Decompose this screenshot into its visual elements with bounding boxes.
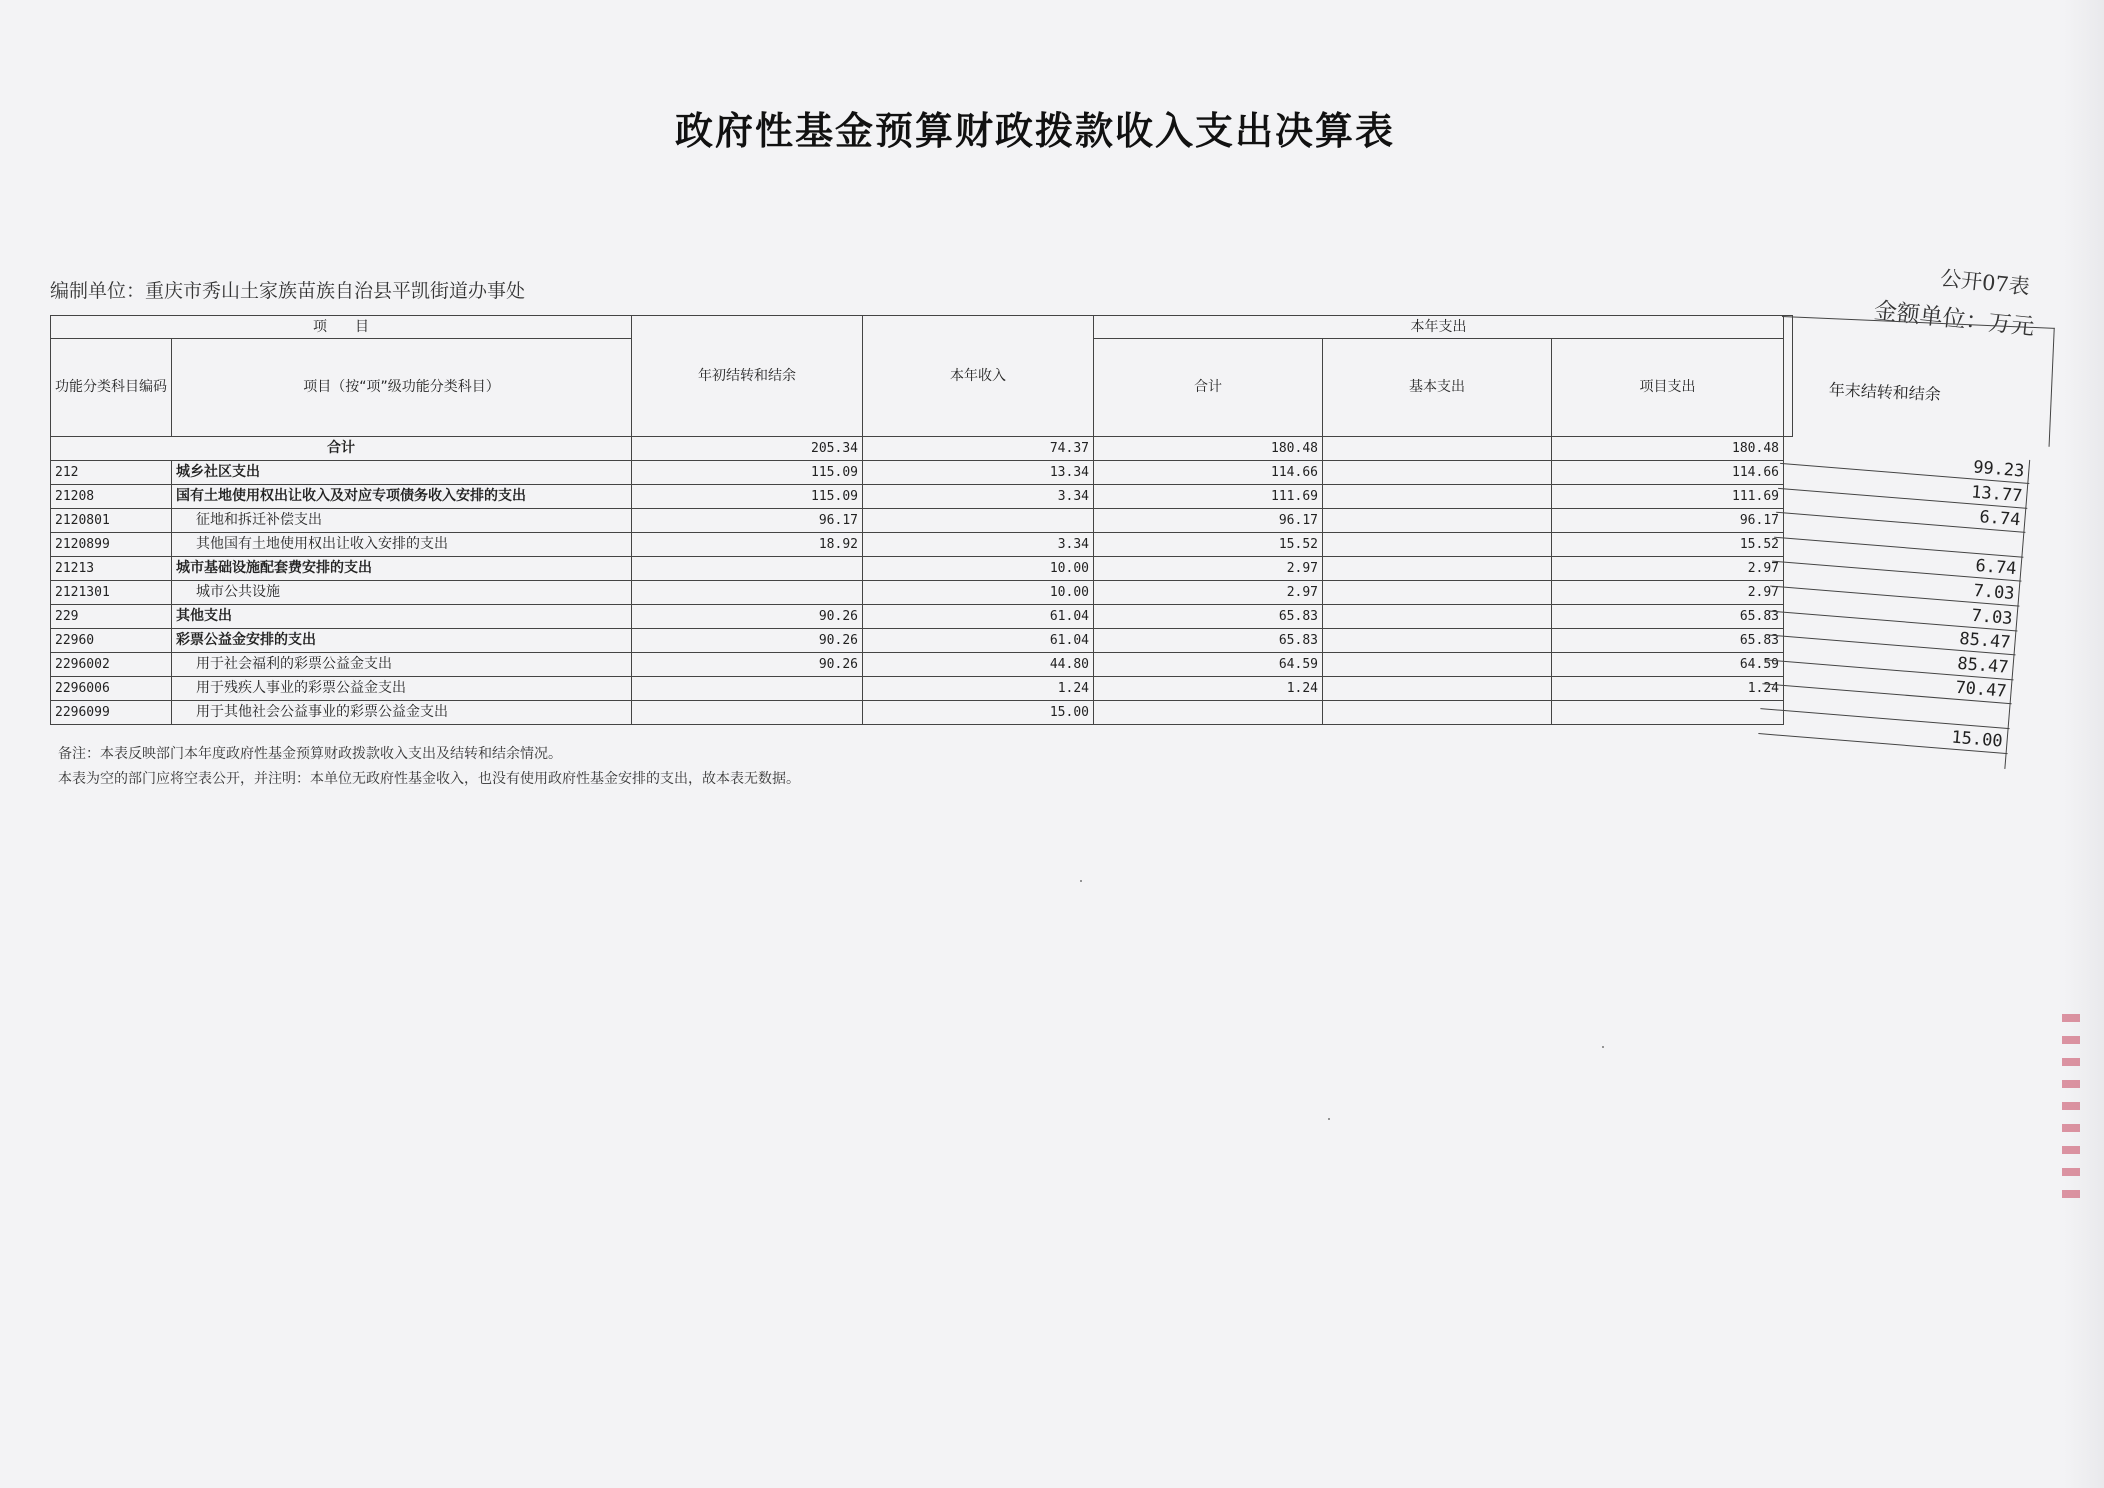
table-row: [51, 533, 1793, 557]
row-project-expense: 64.59: [1552, 653, 1784, 677]
row-name: 其他支出: [172, 605, 632, 629]
row-basic-expense: [1323, 605, 1552, 629]
row-expense-total: 2.97: [1094, 557, 1323, 581]
row-income: 61.04: [863, 629, 1094, 653]
row-begin-balance: [632, 581, 863, 605]
row-begin-balance: 90.26: [632, 605, 863, 629]
row-name: 用于残疾人事业的彩票公益金支出: [172, 677, 632, 701]
note-line: 备注：本表反映部门本年度政府性基金预算财政拨款收入支出及结转和结余情况。: [58, 746, 562, 762]
row-code: 21208: [51, 485, 172, 509]
end-balance-cell: 7.03: [1770, 563, 2021, 607]
row-project-expense: 111.69: [1552, 485, 1784, 509]
row-income: 13.34: [863, 461, 1094, 485]
scan-speck: [1080, 880, 1082, 882]
end-balance-column: [1756, 440, 2031, 779]
row-expense-total: 1.24: [1094, 677, 1323, 701]
name-header: 项目（按“项”级功能分类科目）: [172, 339, 632, 437]
row-project-expense: 96.17: [1552, 509, 1784, 533]
table-row: [51, 581, 1793, 605]
row-basic-expense: [1323, 485, 1552, 509]
basic-expense-header: 基本支出: [1323, 339, 1552, 437]
red-stamp-edge: [2062, 1000, 2080, 1210]
end-balance-cell: 85.47: [1764, 636, 2015, 680]
row-expense-total: [1094, 701, 1323, 725]
row-income: [863, 509, 1094, 533]
row-name: 城市基础设施配套费安排的支出: [172, 557, 632, 581]
total-row: [51, 437, 1793, 461]
row-code: 229: [51, 605, 172, 629]
row-begin-balance: 115.09: [632, 461, 863, 485]
expense-total-header: 合计: [1094, 339, 1323, 437]
row-project-expense: 114.66: [1552, 461, 1784, 485]
row-basic-expense: [1323, 581, 1552, 605]
row-begin-balance: 90.26: [632, 653, 863, 677]
row-income: 3.34: [863, 485, 1094, 509]
row-expense-total: 114.66: [1094, 461, 1323, 485]
row-expense-total: 111.69: [1094, 485, 1323, 509]
end-balance-cell: 6.74: [1776, 489, 2027, 533]
row-basic-expense: [1323, 629, 1552, 653]
compiling-unit: 编制单位：重庆市秀山土家族苗族自治县平凯街道办事处: [50, 280, 526, 302]
end-balance-cell: 7.03: [1768, 587, 2019, 631]
row-begin-balance: 18.92: [632, 533, 863, 557]
table-row: [51, 701, 1793, 725]
row-expense-total: 65.83: [1094, 605, 1323, 629]
project-expense-header: 项目支出: [1552, 339, 1784, 437]
end-balance-header-cell: [1777, 316, 2055, 447]
end-balance-cell: 6.74: [1772, 538, 2023, 582]
table-row: [51, 629, 1793, 653]
row-begin-balance: [632, 557, 863, 581]
row-name: 国有土地使用权出让收入及对应专项债务收入安排的支出: [172, 485, 632, 509]
amount-unit: 金额单位：万元: [1872, 297, 2036, 341]
row-code: 212: [51, 461, 172, 485]
row-begin-balance: [632, 677, 863, 701]
end-balance-header: 年末结转和结余: [1828, 380, 1942, 404]
end-balance-cell: 70.47: [1762, 661, 2013, 705]
scan-speck: [1328, 1118, 1330, 1120]
income-header: 本年收入: [863, 316, 1094, 437]
form-number: 公开07表: [1939, 265, 2031, 300]
row-project-expense: 65.83: [1552, 605, 1784, 629]
end-balance-cell: 99.23: [1780, 440, 2031, 484]
row-name: 其他国有土地使用权出让收入安排的支出: [172, 533, 632, 557]
row-name: 城市公共设施: [172, 581, 632, 605]
begin-balance-header: 年初结转和结余: [632, 316, 863, 437]
row-expense-total: 64.59: [1094, 653, 1323, 677]
row-expense-total: 96.17: [1094, 509, 1323, 533]
code-header: 功能分类科目编码: [51, 339, 172, 437]
total-begin: 205.34: [632, 437, 863, 461]
end-balance-cell: 13.77: [1778, 465, 2029, 509]
row-project-expense: 15.52: [1552, 533, 1784, 557]
item-header: 项 目: [51, 316, 632, 339]
row-name: 城乡社区支出: [172, 461, 632, 485]
row-basic-expense: [1323, 557, 1552, 581]
row-income: 3.34: [863, 533, 1094, 557]
total-expense: 180.48: [1094, 437, 1323, 461]
table-row: [51, 677, 1793, 701]
row-income: 61.04: [863, 605, 1094, 629]
table-row: [51, 605, 1793, 629]
row-code: 21213: [51, 557, 172, 581]
row-basic-expense: [1323, 653, 1552, 677]
row-project-expense: 1.24: [1552, 677, 1784, 701]
row-income: 44.80: [863, 653, 1094, 677]
row-name: 用于其他社会公益事业的彩票公益金支出: [172, 701, 632, 725]
total-project: 180.48: [1552, 437, 1784, 461]
row-expense-total: 65.83: [1094, 629, 1323, 653]
row-income: 10.00: [863, 557, 1094, 581]
row-project-expense: 65.83: [1552, 629, 1784, 653]
row-code: 2296006: [51, 677, 172, 701]
budget-table: [50, 315, 1793, 725]
row-expense-total: 15.52: [1094, 533, 1323, 557]
row-code: 2120801: [51, 509, 172, 533]
table-row: [51, 557, 1793, 581]
total-income: 74.37: [863, 437, 1094, 461]
row-code: 2296002: [51, 653, 172, 677]
row-code: 2121301: [51, 581, 172, 605]
row-basic-expense: [1323, 701, 1552, 725]
row-code: 2120899: [51, 533, 172, 557]
end-balance-cell: 15.00: [1758, 710, 2009, 754]
table-row: [51, 509, 1793, 533]
note-line: 本表为空的部门应将空表公开，并注明：本单位无政府性基金收入，也没有使用政府性基金安排的支出，故本表无数据。: [58, 771, 800, 787]
table-row: [51, 461, 1793, 485]
row-expense-total: 2.97: [1094, 581, 1323, 605]
row-basic-expense: [1323, 509, 1552, 533]
row-begin-balance: 115.09: [632, 485, 863, 509]
row-basic-expense: [1323, 461, 1552, 485]
row-begin-balance: [632, 701, 863, 725]
row-basic-expense: [1323, 677, 1552, 701]
end-balance-cell: 85.47: [1766, 612, 2017, 656]
scan-speck: [1602, 1046, 1604, 1048]
page-title: 政府性基金预算财政拨款收入支出决算表: [674, 108, 1395, 153]
row-project-expense: 2.97: [1552, 581, 1784, 605]
row-income: 10.00: [863, 581, 1094, 605]
table-row: [51, 485, 1793, 509]
row-name: 用于社会福利的彩票公益金支出: [172, 653, 632, 677]
row-project-expense: 2.97: [1552, 557, 1784, 581]
total-label: 合计: [51, 437, 632, 461]
expense-group-header: 本年支出: [1094, 316, 1784, 339]
notes: [58, 742, 800, 792]
row-name: 征地和拆迁补偿支出: [172, 509, 632, 533]
row-code: 2296099: [51, 701, 172, 725]
total-basic: [1323, 437, 1552, 461]
row-name: 彩票公益金安排的支出: [172, 629, 632, 653]
row-begin-balance: 96.17: [632, 509, 863, 533]
row-income: 1.24: [863, 677, 1094, 701]
row-begin-balance: 90.26: [632, 629, 863, 653]
row-code: 22960: [51, 629, 172, 653]
row-project-expense: [1552, 701, 1784, 725]
table-row: [51, 653, 1793, 677]
row-income: 15.00: [863, 701, 1094, 725]
row-basic-expense: [1323, 533, 1552, 557]
page-edge: [2064, 0, 2104, 1488]
